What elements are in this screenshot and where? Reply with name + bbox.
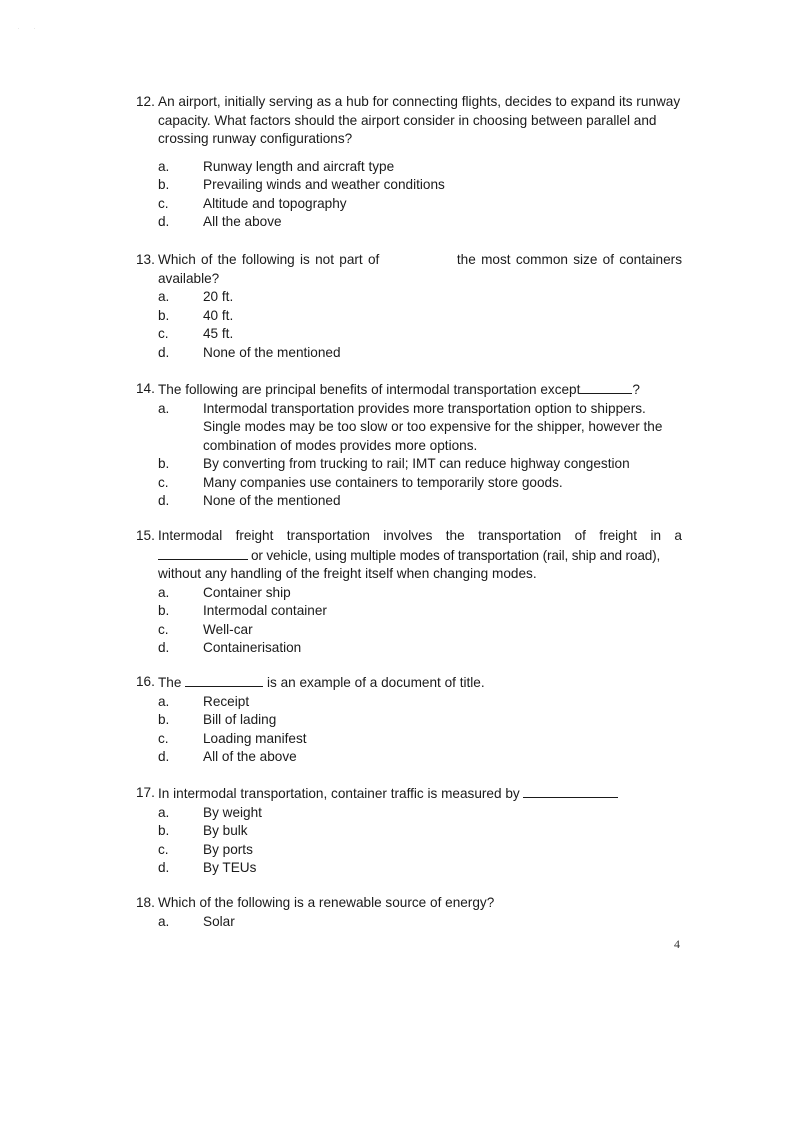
option: [136, 288, 682, 307]
options-list: [136, 584, 682, 658]
option-letter: a.: [158, 693, 170, 709]
option: [136, 325, 682, 344]
option-text: Runway length and aircraft type: [203, 158, 395, 174]
question-13: [136, 251, 682, 362]
option-letter: a.: [158, 400, 170, 416]
question-text: Which of the following is a renewable source of energy?: [158, 895, 495, 910]
option: [136, 584, 682, 603]
option-text: Containerisation: [203, 640, 302, 655]
question-number: 14.: [136, 381, 155, 396]
option-letter: a.: [158, 913, 170, 929]
option-text: Intermodal container: [203, 603, 327, 618]
question-text-line2-wrap: [158, 546, 682, 566]
option-letter: c.: [158, 326, 169, 341]
option-text: By weight: [203, 804, 262, 820]
options-list: [136, 693, 682, 767]
options-list: [136, 288, 682, 362]
options-list: [136, 400, 682, 511]
question-14: [136, 380, 682, 511]
option-letter: d.: [158, 214, 170, 229]
question-end: ?: [632, 382, 640, 397]
option: [136, 307, 682, 326]
option-letter: b.: [158, 823, 170, 838]
option: [136, 400, 682, 456]
option-text: 45 ft.: [203, 326, 234, 341]
question-number: 18.: [136, 895, 155, 910]
question-stem: [136, 93, 682, 149]
answer-blank: [523, 784, 618, 798]
option: [136, 621, 682, 640]
question-text-line2: or vehicle, using multiple modes of transportation (rail, ship and road),: [251, 547, 661, 563]
option-letter: c.: [158, 474, 169, 490]
option: [136, 474, 682, 493]
option-text: Bill of lading: [203, 712, 277, 727]
question-text: In intermodal transportation, container traffic is measured by: [158, 786, 520, 801]
option-text: Receipt: [203, 693, 250, 709]
question-stem: [136, 527, 682, 584]
options-list: [136, 913, 682, 932]
option-text: Altitude and topography: [203, 195, 347, 211]
answer-blank: [185, 673, 263, 687]
option-letter: b.: [158, 603, 170, 618]
question-number: 12.: [136, 94, 155, 109]
question-18: [136, 894, 682, 931]
question-number: 15.: [136, 528, 155, 543]
option: [136, 913, 682, 932]
question-number: 13.: [136, 252, 155, 267]
question-17: [136, 784, 682, 878]
option-text: Prevailing winds and weather conditions: [203, 177, 445, 192]
option-letter: b.: [158, 177, 170, 192]
question-stem: [136, 251, 682, 288]
option-text: By ports: [203, 841, 253, 857]
option: [136, 176, 682, 195]
option-text: By bulk: [203, 823, 248, 838]
option: [136, 344, 682, 363]
option: [136, 693, 682, 712]
option-letter: b.: [158, 456, 170, 471]
question-text-line3: without any handling of the freight itself when changing modes.: [158, 566, 537, 581]
question-text-part1: Which of the following is not part of: [158, 252, 380, 267]
option: [136, 213, 682, 232]
question-15: [136, 527, 682, 658]
option-letter: b.: [158, 712, 170, 727]
option: [136, 639, 682, 658]
option-letter: a.: [158, 584, 170, 600]
question-text: An airport, initially serving as a hub for connecting flights, decides to expand its runway capacity. What factors should the airport consider in choosing between parallel and crossing runway configurations?: [158, 94, 681, 146]
option-text: By TEUs: [203, 860, 257, 875]
option-text: Loading manifest: [203, 730, 307, 746]
option-letter: a.: [158, 158, 170, 174]
option-letter: a.: [158, 804, 170, 820]
page-number: 4: [674, 937, 680, 951]
option: [136, 804, 682, 823]
option-text: None of the mentioned: [203, 493, 341, 508]
option-text: Container ship: [203, 584, 291, 600]
option: [136, 158, 682, 177]
option-text: Many companies use containers to temporarily store goods.: [203, 474, 563, 490]
question-text-part3: available?: [158, 270, 220, 286]
answer-blank: [580, 380, 632, 394]
option-text: Solar: [203, 913, 235, 929]
option-letter: d.: [158, 749, 170, 764]
option-letter: b.: [158, 307, 170, 323]
option-text: By converting from trucking to rail; IMT can reduce highway congestion: [203, 456, 630, 471]
answer-blank: [158, 546, 248, 560]
option-letter: d.: [158, 860, 170, 875]
option-text: None of the mentioned: [203, 344, 341, 360]
question-stem: [136, 380, 682, 400]
option-text: All the above: [203, 214, 282, 229]
option: [136, 711, 682, 730]
question-12: [136, 93, 682, 232]
option: [136, 859, 682, 878]
question-number: 17.: [136, 785, 155, 800]
option-text: All of the above: [203, 749, 297, 764]
option-letter: c.: [158, 195, 169, 211]
option-letter: c.: [158, 730, 169, 746]
question-text-part2: the most common size of containers: [456, 252, 682, 267]
option-text: Well-car: [203, 621, 253, 637]
question-text: The following are principal benefits of intermodal transportation except: [158, 382, 581, 397]
question-text-after: is an example of a document of title.: [267, 675, 485, 690]
option: [136, 730, 682, 749]
option: [136, 841, 682, 860]
option: [136, 748, 682, 767]
option-letter: c.: [158, 841, 169, 857]
question-stem: [136, 894, 682, 913]
question-stem: [136, 673, 682, 693]
option: [136, 455, 682, 474]
scan-specks: · ·: [18, 26, 36, 31]
option: [136, 492, 682, 511]
question-16: [136, 673, 682, 767]
options-list: [136, 158, 682, 232]
question-number: 16.: [136, 674, 155, 689]
option: [136, 822, 682, 841]
option-letter: d.: [158, 344, 170, 360]
option: [136, 195, 682, 214]
option: [136, 602, 682, 621]
option-letter: c.: [158, 621, 169, 637]
options-list: [136, 804, 682, 878]
question-stem: [136, 784, 682, 804]
option-text: 20 ft.: [203, 289, 234, 304]
option-text: 40 ft.: [203, 307, 234, 323]
option-letter: a.: [158, 289, 170, 304]
question-text-before: The: [158, 675, 182, 690]
option-text: Intermodal transportation provides more transportation option to shippers. Single modes may be too slow or too expensive for the shipper, however the combination of modes provides more options.: [203, 400, 663, 453]
question-text-line1: Intermodal freight transportation involves the transportation of freight in a: [158, 528, 682, 543]
option-letter: d.: [158, 493, 170, 508]
option-letter: d.: [158, 640, 170, 655]
